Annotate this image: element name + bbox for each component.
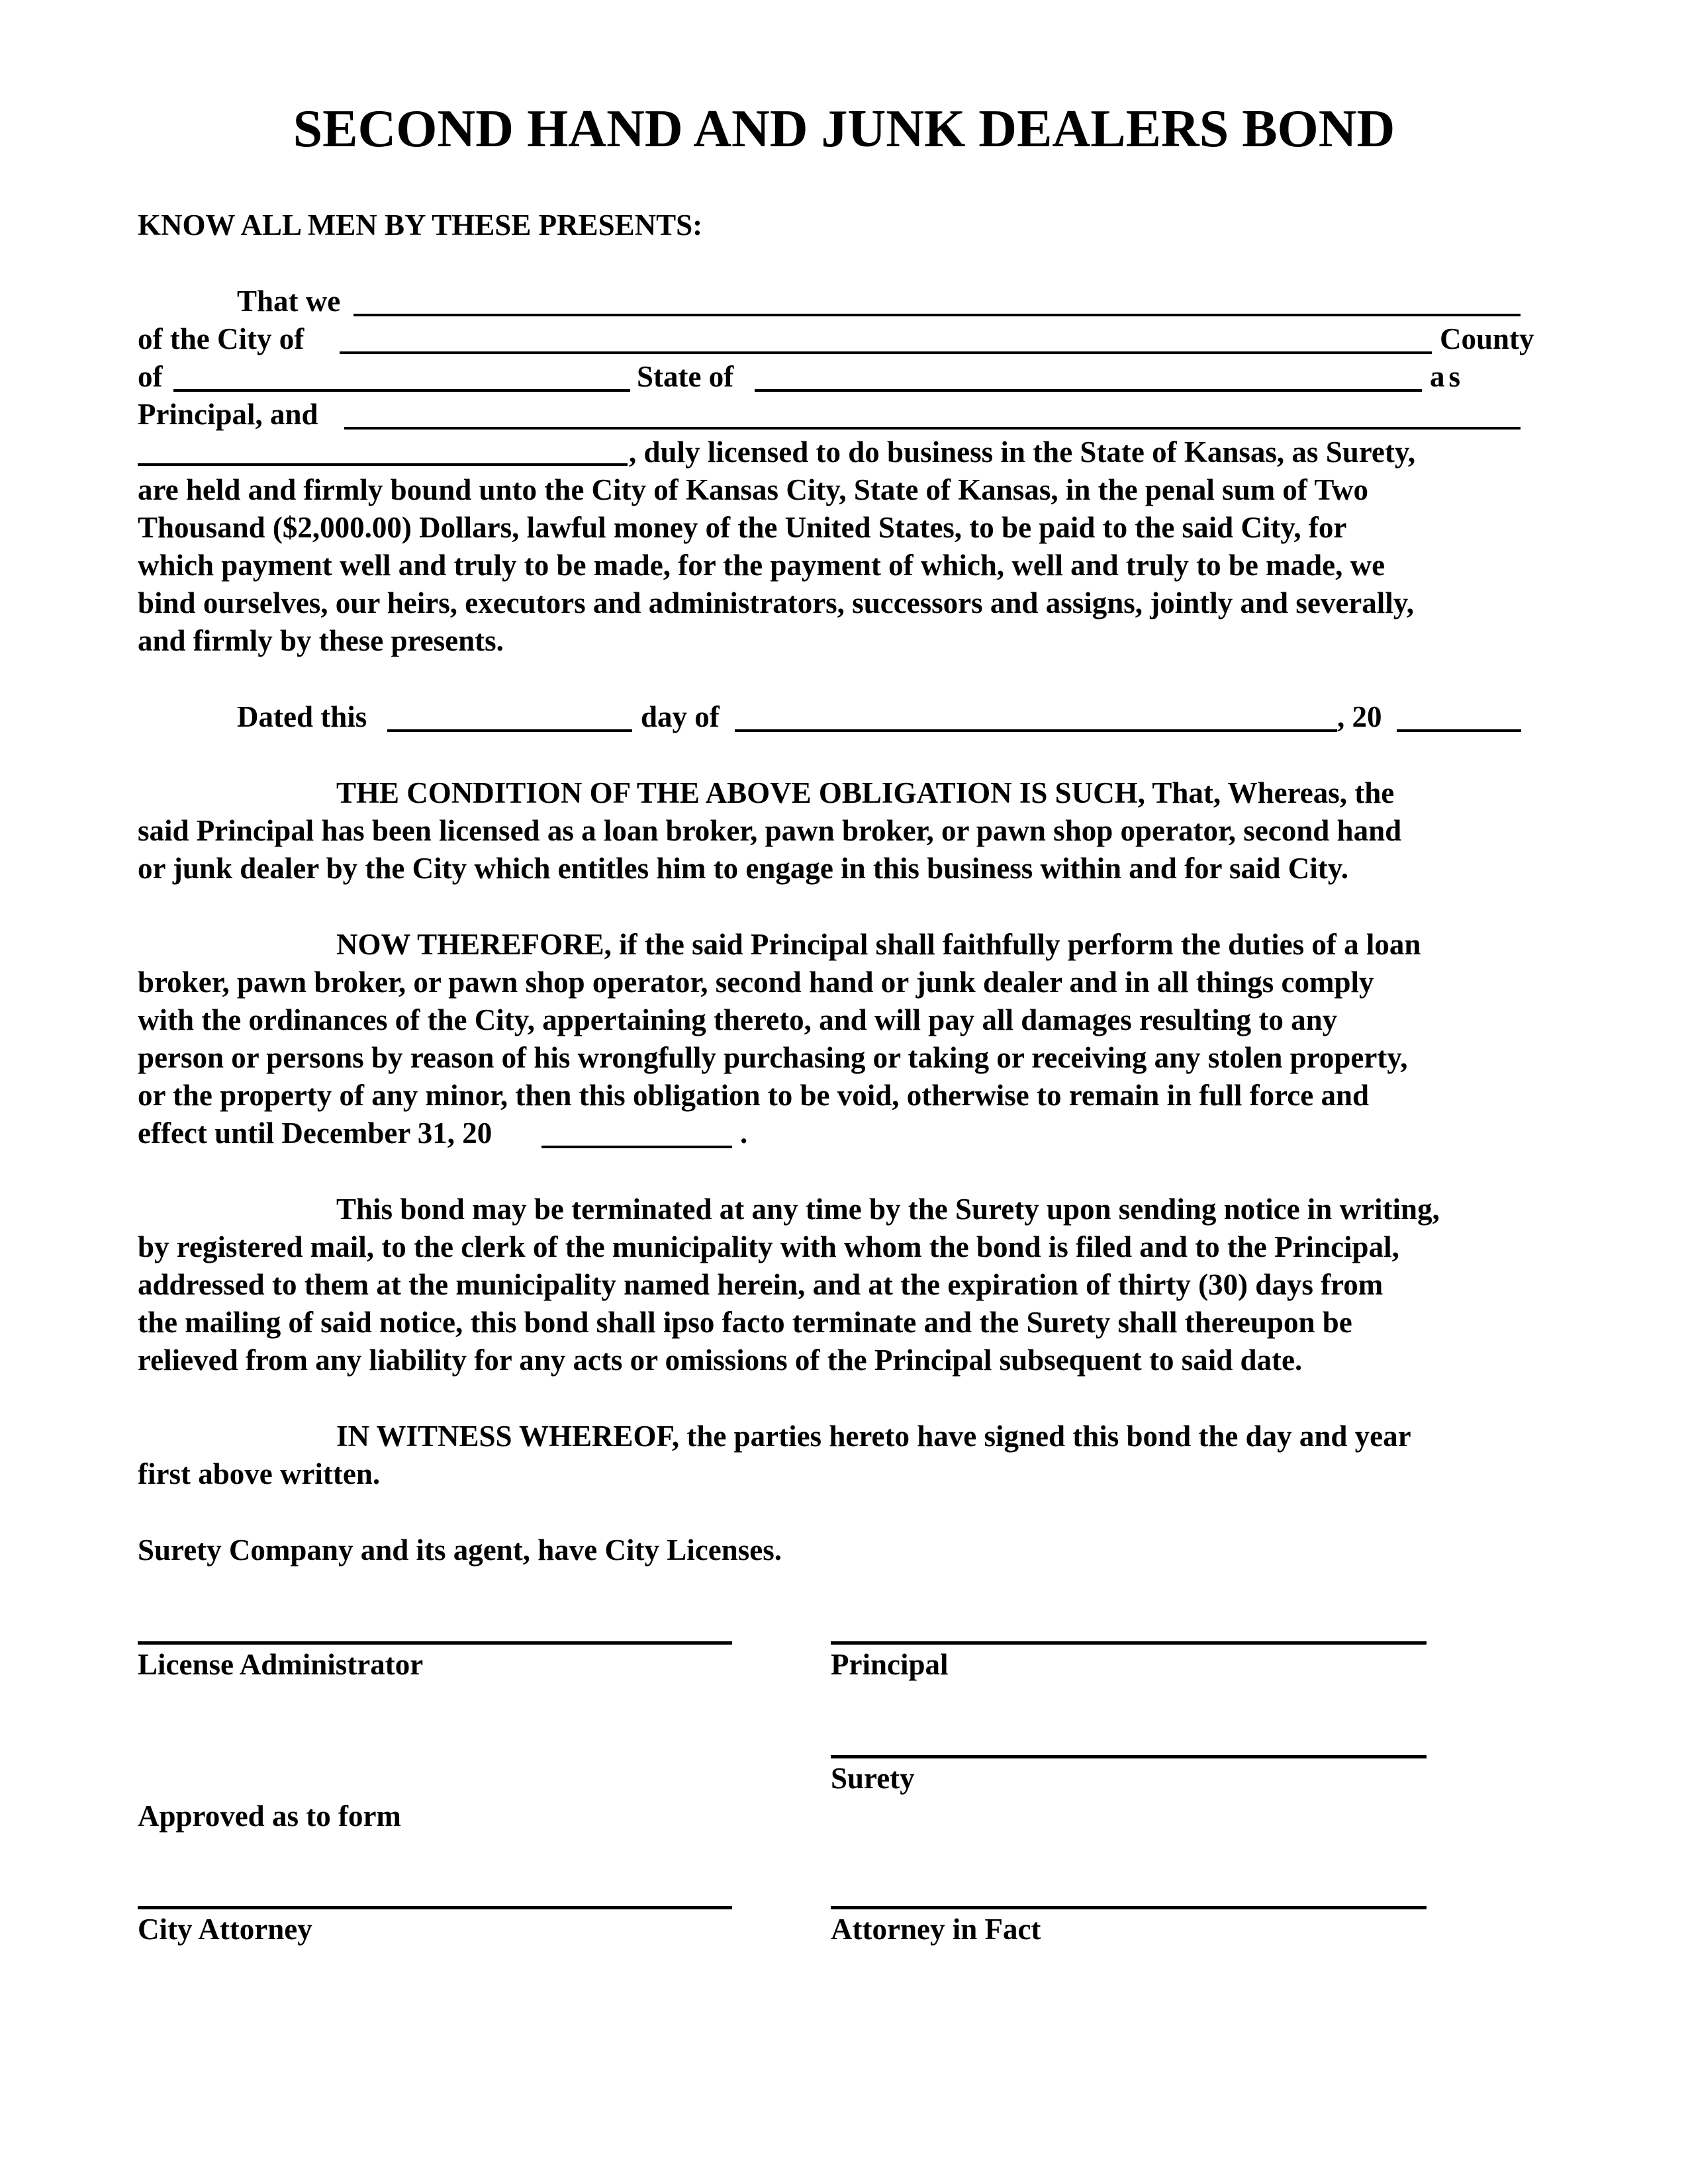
document-title: SECOND HAND AND JUNK DEALERS BOND xyxy=(293,100,1395,158)
surety-name-field-continued[interactable] xyxy=(138,463,628,466)
principal-signature-line[interactable] xyxy=(831,1641,1427,1645)
state-field[interactable] xyxy=(755,389,1422,392)
that-we-label: That we xyxy=(237,285,341,318)
preamble: KNOW ALL MEN BY THESE PRESENTS: xyxy=(138,208,703,242)
condition-line: THE CONDITION OF THE ABOVE OBLIGATION IS SUCH, That, Whereas, the xyxy=(336,776,1395,809)
termination-line: by registered mail, to the clerk of the municipality with whom the bond is filed and to the Principal, xyxy=(138,1230,1399,1263)
termination-line: addressed to them at the municipality named herein, and at the expiration of thirty (30) days from xyxy=(138,1268,1383,1301)
principal-and-label: Principal, and xyxy=(138,398,318,431)
surety-name-field[interactable] xyxy=(344,427,1521,430)
termination-line: the mailing of said notice, this bond shall ipso facto terminate and the Surety shall thereupon be xyxy=(138,1306,1352,1339)
surety-label: Surety xyxy=(831,1762,915,1795)
witness-line: first above written. xyxy=(138,1457,381,1490)
city-attorney-label: City Attorney xyxy=(138,1913,312,1946)
county-label: County xyxy=(1440,322,1534,355)
city-of-label: of the City of xyxy=(138,322,305,355)
licenses-note: Surety Company and its agent, have City Licenses. xyxy=(138,1533,782,1567)
surety-signature-line[interactable] xyxy=(831,1755,1427,1758)
now-therefore-line: broker, pawn broker, or pawn shop operator, second hand or junk dealer and in all things comply xyxy=(138,966,1374,999)
dated-this-label: Dated this xyxy=(237,700,367,733)
day-field[interactable] xyxy=(387,729,632,732)
as-label: as xyxy=(1430,360,1465,393)
body-line: bind ourselves, our heirs, executors and administrators, successors and assigns, jointly and severally, xyxy=(138,586,1415,619)
surety-clause: , duly licensed to do business in the State of Kansas, as Surety, xyxy=(629,435,1416,469)
termination-line: This bond may be terminated at any time by the Surety upon sending notice in writing, xyxy=(336,1193,1440,1226)
day-of-label: day of xyxy=(641,700,720,733)
condition-line: or junk dealer by the City which entitles him to engage in this business within and for said City. xyxy=(138,852,1349,885)
effect-until-label: effect until December 31, 20 xyxy=(138,1116,492,1150)
body-line: which payment well and truly to be made, for the payment of which, well and truly to be made, we xyxy=(138,549,1385,582)
principal-label: Principal xyxy=(831,1648,949,1681)
witness-line: IN WITNESS WHEREOF, the parties hereto have signed this bond the day and year xyxy=(336,1420,1411,1453)
now-therefore-line: with the ordinances of the City, appertaining thereto, and will pay all damages resulting to any xyxy=(138,1003,1338,1036)
condition-line: said Principal has been licensed as a loan broker, pawn broker, or pawn shop operator, second hand xyxy=(138,814,1402,847)
approved-as-to-form-label: Approved as to form xyxy=(138,1799,401,1833)
year-prefix: , 20 xyxy=(1337,700,1382,733)
now-therefore-line: person or persons by reason of his wrongfully purchasing or taking or receiving any stolen property, xyxy=(138,1041,1408,1074)
termination-line: relieved from any liability for any acts or omissions of the Principal subsequent to said date. xyxy=(138,1343,1303,1377)
body-line: Thousand ($2,000.00) Dollars, lawful money of the United States, to be paid to the said City, for xyxy=(138,511,1347,544)
state-of-label: State of xyxy=(637,360,734,393)
principal-name-field[interactable] xyxy=(353,314,1521,316)
now-therefore-line: NOW THEREFORE, if the said Principal shall faithfully perform the duties of a loan xyxy=(336,928,1421,961)
of-label: of xyxy=(138,360,163,393)
body-line: are held and firmly bound unto the City of Kansas City, State of Kansas, in the penal sum of Two xyxy=(138,473,1368,506)
license-administrator-signature-line[interactable] xyxy=(138,1641,732,1645)
year-field[interactable] xyxy=(1397,729,1521,732)
license-administrator-label: License Administrator xyxy=(138,1648,424,1681)
month-field[interactable] xyxy=(735,729,1337,732)
body-line: and firmly by these presents. xyxy=(138,624,504,657)
city-attorney-signature-line[interactable] xyxy=(138,1906,732,1909)
county-field[interactable] xyxy=(173,389,630,392)
effect-until-period: . xyxy=(740,1116,748,1150)
expiry-year-field[interactable] xyxy=(541,1146,732,1148)
attorney-in-fact-label: Attorney in Fact xyxy=(831,1913,1041,1946)
now-therefore-line: or the property of any minor, then this obligation to be void, otherwise to remain in full force and xyxy=(138,1079,1370,1112)
city-field[interactable] xyxy=(340,351,1432,354)
attorney-in-fact-signature-line[interactable] xyxy=(831,1906,1427,1909)
